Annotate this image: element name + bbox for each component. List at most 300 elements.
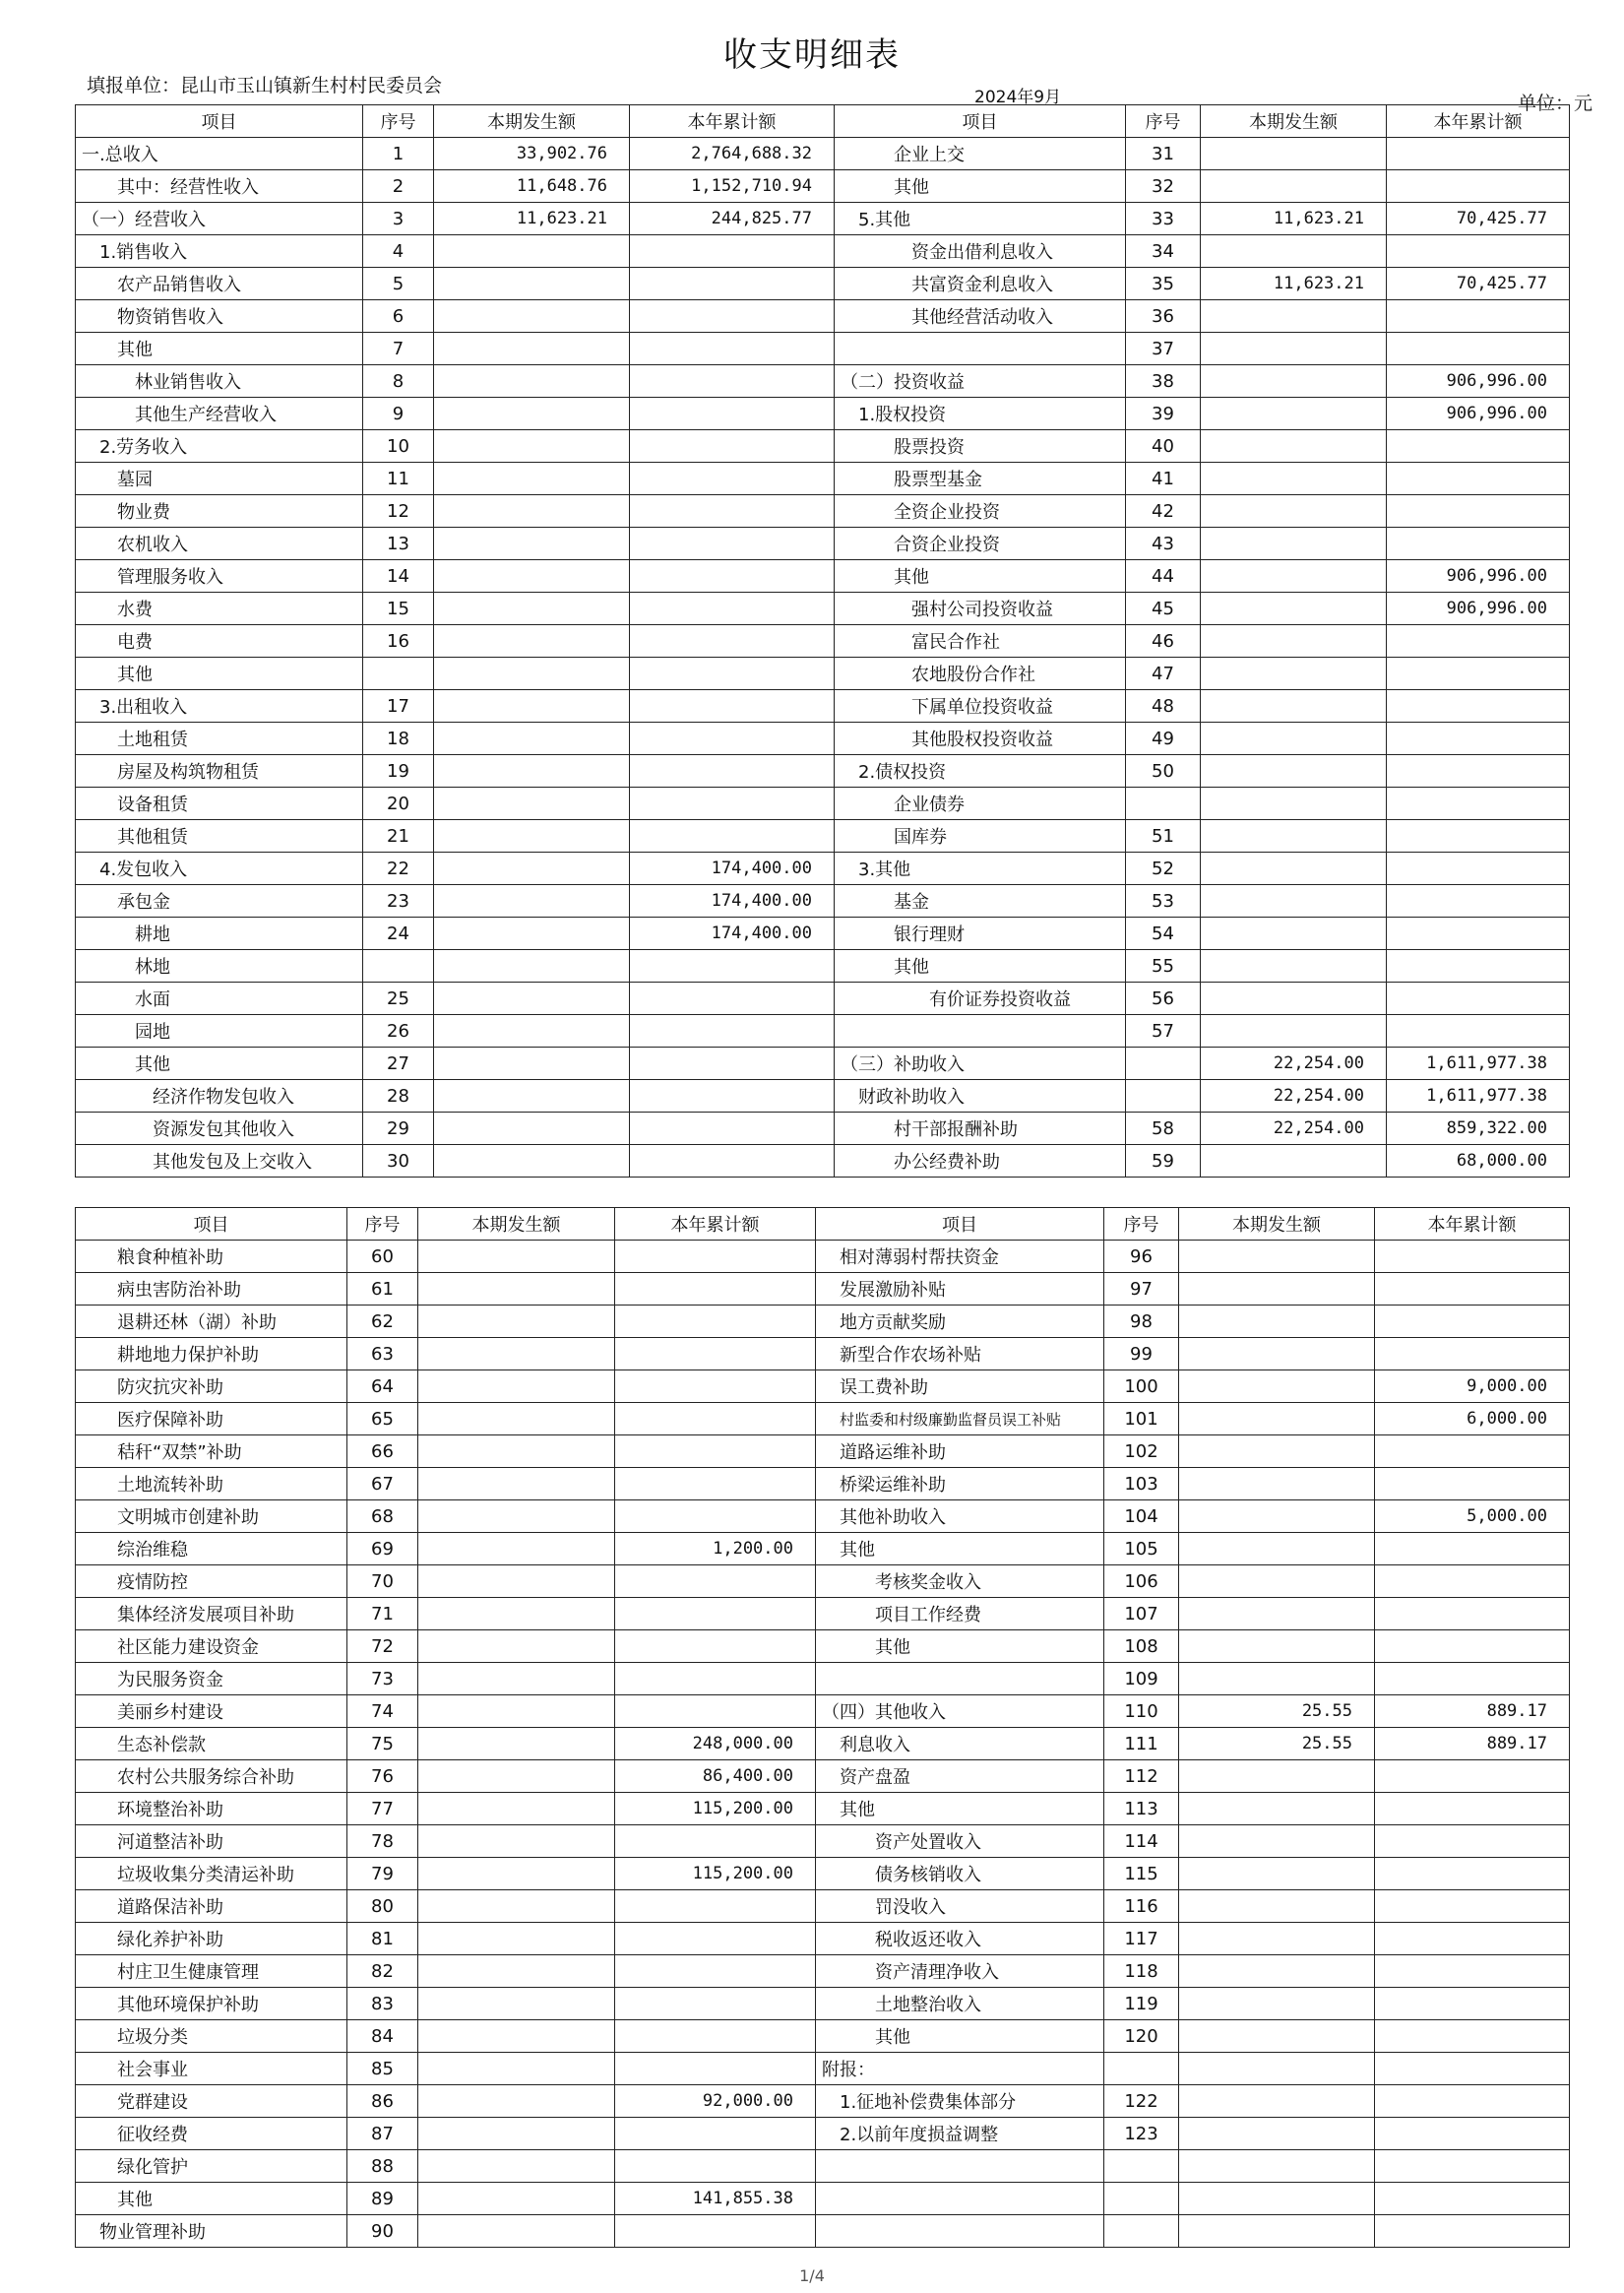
ytd-amount-cell xyxy=(1375,1890,1570,1923)
current-amount-cell xyxy=(418,1988,615,2020)
item-cell: 房屋及构筑物租赁 xyxy=(76,755,363,788)
ytd-amount-cell: 2,764,688.32 xyxy=(630,138,835,170)
current-amount-cell: 11,623.21 xyxy=(1201,268,1387,300)
seq-cell: 77 xyxy=(347,1793,418,1825)
column-header-ytd: 本年累计额 xyxy=(630,105,835,138)
ytd-amount-cell xyxy=(630,690,835,723)
ytd-amount-cell xyxy=(1387,528,1570,560)
seq-cell: 47 xyxy=(1126,658,1201,690)
ytd-amount-cell xyxy=(1387,235,1570,268)
ytd-amount-cell xyxy=(1387,918,1570,950)
current-amount-cell xyxy=(1179,1273,1375,1306)
item-cell: 企业债券 xyxy=(835,788,1126,820)
item-cell: 误工费补助 xyxy=(816,1370,1104,1403)
current-amount-cell xyxy=(434,1080,630,1113)
current-amount-cell xyxy=(434,983,630,1015)
seq-cell: 49 xyxy=(1126,723,1201,755)
ytd-amount-cell xyxy=(1387,170,1570,203)
seq-cell: 33 xyxy=(1126,203,1201,235)
seq-cell: 118 xyxy=(1104,1955,1179,1988)
item-cell: 征收经费 xyxy=(76,2118,347,2150)
current-amount-cell xyxy=(418,1468,615,1500)
ytd-amount-cell xyxy=(630,658,835,690)
item-cell: 其他生产经营收入 xyxy=(76,398,363,430)
ytd-amount-cell xyxy=(1387,723,1570,755)
current-amount-cell xyxy=(1201,333,1387,365)
item-cell: 绿化养护补助 xyxy=(76,1923,347,1955)
item-cell: 美丽乡村建设 xyxy=(76,1695,347,1728)
item-cell xyxy=(816,2150,1104,2183)
table-row xyxy=(76,1533,1570,1565)
seq-cell: 46 xyxy=(1126,625,1201,658)
ytd-amount-cell xyxy=(1375,1306,1570,1338)
seq-cell: 24 xyxy=(363,918,434,950)
current-amount-cell xyxy=(418,2053,615,2085)
current-amount-cell: 11,623.21 xyxy=(434,203,630,235)
seq-cell: 78 xyxy=(347,1825,418,1858)
ytd-amount-cell xyxy=(1375,1241,1570,1273)
current-amount-cell xyxy=(1201,235,1387,268)
item-cell: 2.劳务收入 xyxy=(76,430,363,463)
ytd-amount-cell xyxy=(1375,1468,1570,1500)
ytd-amount-cell xyxy=(630,723,835,755)
item-cell: 物业费 xyxy=(76,495,363,528)
item-cell: 5.其他 xyxy=(835,203,1126,235)
current-amount-cell xyxy=(1179,1825,1375,1858)
item-cell xyxy=(816,2183,1104,2215)
item-cell: 经济作物发包收入 xyxy=(76,1080,363,1113)
seq-cell: 4 xyxy=(363,235,434,268)
seq-cell: 60 xyxy=(347,1241,418,1273)
item-cell: 农地股份合作社 xyxy=(835,658,1126,690)
column-header-ytd: 本年累计额 xyxy=(615,1208,816,1241)
ytd-amount-cell: 5,000.00 xyxy=(1375,1500,1570,1533)
ytd-amount-cell xyxy=(1375,2053,1570,2085)
ytd-amount-cell: 244,825.77 xyxy=(630,203,835,235)
seq-cell: 16 xyxy=(363,625,434,658)
table-row xyxy=(76,1338,1570,1370)
ytd-amount-cell xyxy=(1375,1663,1570,1695)
seq-cell: 58 xyxy=(1126,1113,1201,1145)
seq-cell xyxy=(1126,1048,1201,1080)
page-number: 1/4 xyxy=(799,2266,825,2285)
seq-cell: 59 xyxy=(1126,1145,1201,1178)
item-cell: 3.出租收入 xyxy=(76,690,363,723)
item-cell: 粮食种植补助 xyxy=(76,1241,347,1273)
item-cell: 其他租赁 xyxy=(76,820,363,853)
table-row xyxy=(76,2118,1570,2150)
current-amount-cell xyxy=(1179,1435,1375,1468)
item-cell: （二）投资收益 xyxy=(835,365,1126,398)
ytd-amount-cell xyxy=(615,1598,816,1630)
table-row xyxy=(76,1760,1570,1793)
item-cell: 其他发包及上交收入 xyxy=(76,1145,363,1178)
reporting-unit: 填报单位：昆山市玉山镇新生村村民委员会 xyxy=(87,75,443,96)
ytd-amount-cell xyxy=(615,1630,816,1663)
item-cell: 道路运维补助 xyxy=(816,1435,1104,1468)
item-cell xyxy=(835,333,1126,365)
current-amount-cell xyxy=(1179,1858,1375,1890)
seq-cell: 88 xyxy=(347,2150,418,2183)
ytd-amount-cell xyxy=(1375,2150,1570,2183)
table-row xyxy=(76,1080,1570,1113)
seq-cell: 107 xyxy=(1104,1598,1179,1630)
ytd-amount-cell xyxy=(615,1370,816,1403)
ytd-amount-cell: 115,200.00 xyxy=(615,1793,816,1825)
ytd-amount-cell xyxy=(615,1565,816,1598)
column-header-current: 本期发生额 xyxy=(418,1208,615,1241)
ytd-amount-cell xyxy=(630,463,835,495)
seq-cell: 44 xyxy=(1126,560,1201,593)
seq-cell: 26 xyxy=(363,1015,434,1048)
seq-cell xyxy=(1126,788,1201,820)
current-amount-cell xyxy=(434,788,630,820)
seq-cell: 113 xyxy=(1104,1793,1179,1825)
item-cell: 其他 xyxy=(835,560,1126,593)
seq-cell: 42 xyxy=(1126,495,1201,528)
column-header-seq: 序号 xyxy=(1126,105,1201,138)
seq-cell: 40 xyxy=(1126,430,1201,463)
item-cell: 水费 xyxy=(76,593,363,625)
seq-cell: 41 xyxy=(1126,463,1201,495)
current-amount-cell xyxy=(1201,593,1387,625)
item-cell xyxy=(835,1015,1126,1048)
item-cell: 其他经营活动收入 xyxy=(835,300,1126,333)
item-cell: 耕地 xyxy=(76,918,363,950)
seq-cell: 11 xyxy=(363,463,434,495)
seq-cell: 5 xyxy=(363,268,434,300)
item-cell: 全资企业投资 xyxy=(835,495,1126,528)
seq-cell: 3 xyxy=(363,203,434,235)
table-row xyxy=(76,1630,1570,1663)
ytd-amount-cell xyxy=(630,1080,835,1113)
item-cell xyxy=(816,2215,1104,2248)
current-amount-cell xyxy=(1179,1338,1375,1370)
current-amount-cell xyxy=(434,333,630,365)
table-row xyxy=(76,950,1570,983)
table-row xyxy=(76,235,1570,268)
ytd-amount-cell xyxy=(615,1923,816,1955)
item-cell: 4.发包收入 xyxy=(76,853,363,885)
column-header-current: 本期发生额 xyxy=(1179,1208,1375,1241)
ytd-amount-cell xyxy=(615,2118,816,2150)
current-amount-cell xyxy=(418,1793,615,1825)
seq-cell: 114 xyxy=(1104,1825,1179,1858)
current-amount-cell: 22,254.00 xyxy=(1201,1048,1387,1080)
item-cell: 资产盘盈 xyxy=(816,1760,1104,1793)
item-cell: 1.征地补偿费集体部分 xyxy=(816,2085,1104,2118)
ytd-amount-cell xyxy=(630,365,835,398)
table-row xyxy=(76,820,1570,853)
ytd-amount-cell: 174,400.00 xyxy=(630,918,835,950)
ytd-amount-cell xyxy=(1387,625,1570,658)
current-amount-cell xyxy=(1201,430,1387,463)
seq-cell: 87 xyxy=(347,2118,418,2150)
ytd-amount-cell xyxy=(630,528,835,560)
ytd-amount-cell xyxy=(1387,333,1570,365)
current-amount-cell xyxy=(1179,1630,1375,1663)
ytd-amount-cell: 906,996.00 xyxy=(1387,560,1570,593)
item-cell: （四）其他收入 xyxy=(816,1695,1104,1728)
current-amount-cell xyxy=(1179,1500,1375,1533)
current-amount-cell xyxy=(434,918,630,950)
seq-cell: 115 xyxy=(1104,1858,1179,1890)
column-header-seq: 序号 xyxy=(347,1208,418,1241)
current-amount-cell xyxy=(1179,1468,1375,1500)
ytd-amount-cell xyxy=(1375,1955,1570,1988)
item-cell: 管理服务收入 xyxy=(76,560,363,593)
ytd-amount-cell xyxy=(615,1825,816,1858)
ytd-amount-cell: 6,000.00 xyxy=(1375,1403,1570,1435)
current-amount-cell xyxy=(418,1403,615,1435)
seq-cell: 27 xyxy=(363,1048,434,1080)
item-cell: 河道整洁补助 xyxy=(76,1825,347,1858)
table-row xyxy=(76,2053,1570,2085)
report-period: 2024年9月 xyxy=(974,88,1062,107)
current-amount-cell xyxy=(418,1760,615,1793)
item-cell: 项目工作经费 xyxy=(816,1598,1104,1630)
ytd-amount-cell: 86,400.00 xyxy=(615,1760,816,1793)
table-row xyxy=(76,560,1570,593)
item-cell: 其他 xyxy=(816,2020,1104,2053)
ytd-amount-cell xyxy=(1375,1273,1570,1306)
seq-cell: 7 xyxy=(363,333,434,365)
current-amount-cell xyxy=(418,2215,615,2248)
item-cell: 桥梁运维补助 xyxy=(816,1468,1104,1500)
item-cell: 文明城市创建补助 xyxy=(76,1500,347,1533)
table-row xyxy=(76,690,1570,723)
ytd-amount-cell xyxy=(1375,1533,1570,1565)
table-row xyxy=(76,1468,1570,1500)
item-cell: 其他 xyxy=(816,1630,1104,1663)
current-amount-cell xyxy=(1179,1403,1375,1435)
item-cell: 疫情防控 xyxy=(76,1565,347,1598)
seq-cell: 23 xyxy=(363,885,434,918)
ytd-amount-cell xyxy=(630,430,835,463)
current-amount-cell xyxy=(434,723,630,755)
item-cell: 考核奖金收入 xyxy=(816,1565,1104,1598)
ytd-amount-cell xyxy=(1387,690,1570,723)
ytd-amount-cell xyxy=(1375,1435,1570,1468)
ytd-amount-cell xyxy=(615,2053,816,2085)
seq-cell: 74 xyxy=(347,1695,418,1728)
seq-cell: 62 xyxy=(347,1306,418,1338)
seq-cell: 71 xyxy=(347,1598,418,1630)
table-row xyxy=(76,983,1570,1015)
current-amount-cell xyxy=(1201,560,1387,593)
seq-cell: 21 xyxy=(363,820,434,853)
table-row xyxy=(76,203,1570,235)
table-row xyxy=(76,365,1570,398)
ytd-amount-cell xyxy=(1387,463,1570,495)
table-row xyxy=(76,1923,1570,1955)
ytd-amount-cell xyxy=(615,2150,816,2183)
current-amount-cell xyxy=(418,1598,615,1630)
ytd-amount-cell xyxy=(630,560,835,593)
seq-cell: 81 xyxy=(347,1923,418,1955)
ytd-amount-cell xyxy=(1387,983,1570,1015)
current-amount-cell xyxy=(418,1338,615,1370)
column-header-item: 项目 xyxy=(816,1208,1104,1241)
table-row xyxy=(76,2183,1570,2215)
seq-cell: 69 xyxy=(347,1533,418,1565)
header-row xyxy=(76,1208,1570,1241)
seq-cell: 14 xyxy=(363,560,434,593)
seq-cell: 66 xyxy=(347,1435,418,1468)
seq-cell xyxy=(363,950,434,983)
item-cell: 资源发包其他收入 xyxy=(76,1113,363,1145)
column-header-ytd: 本年累计额 xyxy=(1375,1208,1570,1241)
item-cell: 3.其他 xyxy=(835,853,1126,885)
item-cell: 资产清理净收入 xyxy=(816,1955,1104,1988)
item-cell: 罚没收入 xyxy=(816,1890,1104,1923)
table-row xyxy=(76,2215,1570,2248)
item-cell: 承包金 xyxy=(76,885,363,918)
item-cell: 社会事业 xyxy=(76,2053,347,2085)
seq-cell: 89 xyxy=(347,2183,418,2215)
seq-cell: 103 xyxy=(1104,1468,1179,1500)
table-row xyxy=(76,1825,1570,1858)
seq-cell: 111 xyxy=(1104,1728,1179,1760)
item-cell: 下属单位投资收益 xyxy=(835,690,1126,723)
income-table-part1 xyxy=(75,104,1570,1178)
ytd-amount-cell xyxy=(615,1435,816,1468)
currency-unit: 单位：元 xyxy=(1517,93,1593,114)
current-amount-cell xyxy=(1179,1663,1375,1695)
table-row xyxy=(76,2150,1570,2183)
item-cell: 村庄卫生健康管理 xyxy=(76,1955,347,1988)
ytd-amount-cell xyxy=(615,1988,816,2020)
item-cell: 相对薄弱村帮扶资金 xyxy=(816,1241,1104,1273)
current-amount-cell xyxy=(418,1825,615,1858)
current-amount-cell xyxy=(418,2118,615,2150)
current-amount-cell xyxy=(418,1533,615,1565)
current-amount-cell xyxy=(434,885,630,918)
seq-cell: 76 xyxy=(347,1760,418,1793)
current-amount-cell xyxy=(418,1370,615,1403)
seq-cell: 6 xyxy=(363,300,434,333)
ytd-amount-cell xyxy=(630,495,835,528)
current-amount-cell xyxy=(1201,463,1387,495)
ytd-amount-cell xyxy=(630,755,835,788)
current-amount-cell xyxy=(418,1273,615,1306)
seq-cell: 97 xyxy=(1104,1273,1179,1306)
ytd-amount-cell xyxy=(1387,788,1570,820)
seq-cell: 1 xyxy=(363,138,434,170)
item-cell: 其他 xyxy=(76,1048,363,1080)
current-amount-cell xyxy=(1179,1565,1375,1598)
current-amount-cell xyxy=(1201,300,1387,333)
current-amount-cell: 22,254.00 xyxy=(1201,1080,1387,1113)
item-cell: 绿化管护 xyxy=(76,2150,347,2183)
current-amount-cell xyxy=(434,658,630,690)
item-cell: 有价证券投资收益 xyxy=(835,983,1126,1015)
ytd-amount-cell xyxy=(1387,1015,1570,1048)
item-cell: 企业上交 xyxy=(835,138,1126,170)
ytd-amount-cell xyxy=(1387,430,1570,463)
seq-cell: 75 xyxy=(347,1728,418,1760)
seq-cell: 48 xyxy=(1126,690,1201,723)
seq-cell: 51 xyxy=(1126,820,1201,853)
ytd-amount-cell xyxy=(630,235,835,268)
current-amount-cell xyxy=(418,1630,615,1663)
current-amount-cell xyxy=(1201,528,1387,560)
current-amount-cell xyxy=(418,1500,615,1533)
current-amount-cell xyxy=(1179,1533,1375,1565)
ytd-amount-cell xyxy=(1375,2020,1570,2053)
ytd-amount-cell xyxy=(630,398,835,430)
header-row xyxy=(76,105,1570,138)
seq-cell: 65 xyxy=(347,1403,418,1435)
seq-cell: 105 xyxy=(1104,1533,1179,1565)
current-amount-cell xyxy=(1179,1890,1375,1923)
seq-cell: 50 xyxy=(1126,755,1201,788)
table-row xyxy=(76,1113,1570,1145)
current-amount-cell xyxy=(1201,138,1387,170)
seq-cell: 116 xyxy=(1104,1890,1179,1923)
table-row xyxy=(76,1988,1570,2020)
item-cell: 林业销售收入 xyxy=(76,365,363,398)
current-amount-cell xyxy=(1179,1760,1375,1793)
seq-cell: 90 xyxy=(347,2215,418,2248)
table-row xyxy=(76,1241,1570,1273)
ytd-amount-cell: 889.17 xyxy=(1375,1728,1570,1760)
seq-cell: 25 xyxy=(363,983,434,1015)
item-cell: 社区能力建设资金 xyxy=(76,1630,347,1663)
seq-cell: 13 xyxy=(363,528,434,560)
item-cell: （一）经营收入 xyxy=(76,203,363,235)
seq-cell: 63 xyxy=(347,1338,418,1370)
table-row xyxy=(76,1273,1570,1306)
item-cell: 生态补偿款 xyxy=(76,1728,347,1760)
current-amount-cell xyxy=(418,1663,615,1695)
table-row xyxy=(76,1858,1570,1890)
item-cell: 强村公司投资收益 xyxy=(835,593,1126,625)
item-cell: 园地 xyxy=(76,1015,363,1048)
table-row xyxy=(76,1435,1570,1468)
table-row xyxy=(76,170,1570,203)
item-cell: 土地租赁 xyxy=(76,723,363,755)
item-cell: 其他 xyxy=(835,950,1126,983)
table-row xyxy=(76,1565,1570,1598)
current-amount-cell: 25.55 xyxy=(1179,1728,1375,1760)
item-cell: 国库券 xyxy=(835,820,1126,853)
seq-cell: 96 xyxy=(1104,1241,1179,1273)
ytd-amount-cell: 906,996.00 xyxy=(1387,398,1570,430)
seq-cell: 101 xyxy=(1104,1403,1179,1435)
current-amount-cell xyxy=(1179,2215,1375,2248)
seq-cell: 73 xyxy=(347,1663,418,1695)
item-cell: 水面 xyxy=(76,983,363,1015)
table-row xyxy=(76,1663,1570,1695)
table-row xyxy=(76,658,1570,690)
current-amount-cell xyxy=(1201,398,1387,430)
ytd-amount-cell xyxy=(615,1663,816,1695)
ytd-amount-cell xyxy=(1387,950,1570,983)
item-cell: 债务核销收入 xyxy=(816,1858,1104,1890)
ytd-amount-cell xyxy=(615,1468,816,1500)
item-cell xyxy=(816,1663,1104,1695)
item-cell: 村监委和村级廉勤监督员误工补贴 xyxy=(816,1403,1104,1435)
ytd-amount-cell xyxy=(1375,2215,1570,2248)
ytd-amount-cell xyxy=(615,1306,816,1338)
item-cell: 合资企业投资 xyxy=(835,528,1126,560)
seq-cell: 102 xyxy=(1104,1435,1179,1468)
ytd-amount-cell xyxy=(630,593,835,625)
ytd-amount-cell xyxy=(630,625,835,658)
ytd-amount-cell xyxy=(1375,1598,1570,1630)
item-cell: 利息收入 xyxy=(816,1728,1104,1760)
